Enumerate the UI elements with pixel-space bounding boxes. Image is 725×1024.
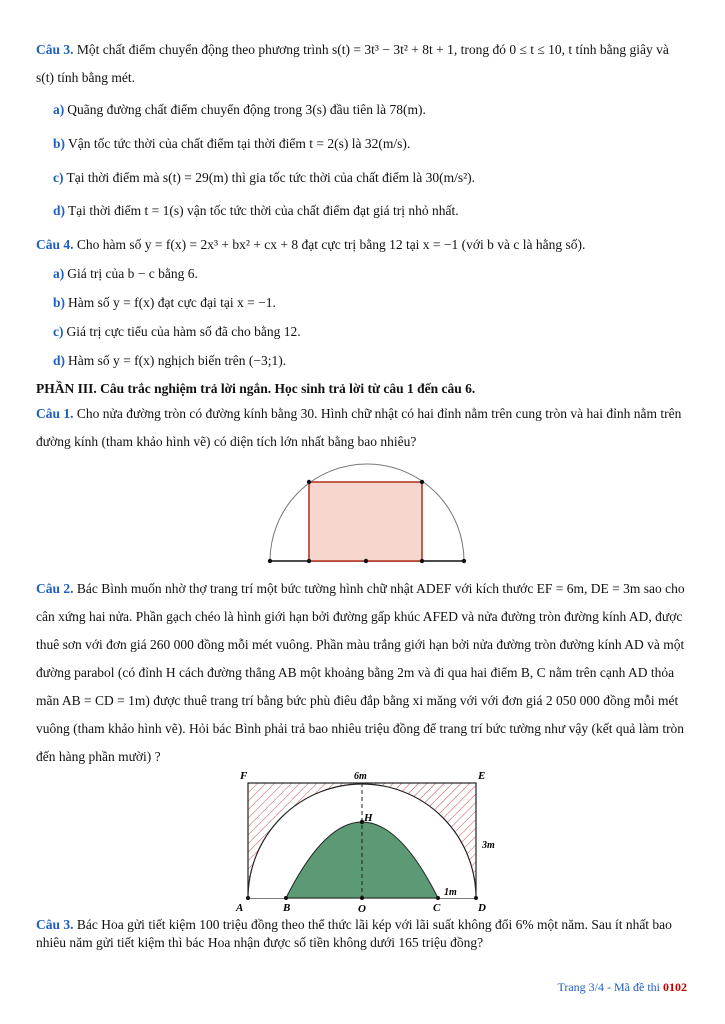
q4-option-d-label: d)	[53, 353, 66, 368]
point-b	[284, 896, 288, 900]
semicircle-rectangle-figure	[262, 462, 472, 572]
question-3	[36, 36, 688, 92]
point-d	[474, 896, 478, 900]
label-e: E	[478, 770, 486, 782]
point-left	[268, 559, 272, 563]
q4-option-c	[53, 323, 683, 341]
q3-option-c-label: c)	[53, 170, 64, 185]
q4-option-b-text: Hàm số y = f(x) đạt cực đại tại x = −1.	[68, 295, 276, 310]
label-a: A	[236, 902, 244, 914]
point-a	[246, 896, 250, 900]
q3-option-b	[53, 135, 683, 153]
point-rect-bl	[307, 559, 311, 563]
wall-decoration-figure	[232, 766, 502, 914]
point-right	[462, 559, 466, 563]
question-4-text: Cho hàm số y = f(x) = 2x³ + bx² + cx + 8 đạt cực trị bằng 12 tại x = −1 (với b và c là hằng số).	[76, 237, 586, 252]
q4-option-d	[53, 352, 683, 370]
problem-2	[36, 575, 688, 771]
page-footer	[557, 980, 687, 995]
q4-option-a-text: Giá trị của b − c bằng 6.	[67, 266, 198, 281]
label-3m: 3m	[482, 840, 495, 851]
q4-option-c-text: Giá trị cực tiểu của hàm số đã cho bằng 12.	[66, 324, 301, 339]
q4-option-b	[53, 294, 683, 312]
q3-option-b-text: Vận tốc tức thời của chất điểm tại thời điểm t = 2(s) là 32(m/s).	[68, 136, 411, 151]
q3-option-c	[53, 169, 683, 187]
problem-3-label: Câu 3.	[36, 917, 74, 932]
problem-2-text: Bác Bình muốn nhờ thợ trang trí một bức tường hình chữ nhật ADEF với kích thước EF = 6m, DE = 3m sao cho cân xứng hai nửa. Phần gạch chéo là hình giới hạn bởi đường gấp khúc AFED và nửa đường tròn đường kính AD, được thuê sơn với đơn giá 260 000 đồng mỗi mét vuông. Phần màu trắng giới hạn bởi nửa đường tròn đường kính AD và một đường parabol (có đỉnh H cách đường thẳng AB một khoảng bằng 2m và đi qua hai điểm B, C nằm trên cạnh AD thỏa mãn AB = CD = 1m) được thuê trang trí bằng bức phù điêu đắp bằng xi măng với với đơn giá 2 050 000 đồng mỗi mét vuông (tham khảo hình vẽ). Hỏi bác Bình phải trả bao nhiêu triệu đồng để trang trí bức tường như vậy (kết quả làm tròn đến hàng phần mười) ?	[36, 581, 685, 764]
point-rect-br	[420, 559, 424, 563]
label-f: F	[240, 770, 248, 782]
q3-option-d-text: Tại thời điểm t = 1(s) vận tốc tức thời của chất điểm đạt giá trị nhỏ nhất.	[68, 203, 459, 218]
problem-3-text: Bác Hoa gửi tiết kiệm 100 triệu đồng theo thể thức lãi kép với lãi suất không đổi 6% một năm. Sau ít nhất bao nhiêu năm gửi tiết kiệm thì bác Hoa nhận được số tiền không dưới 165 triệu đồng?	[36, 917, 672, 950]
q3-option-b-label: b)	[53, 136, 66, 151]
q4-option-d-text: Hàm số y = f(x) nghịch biến trên (−3;1).	[68, 353, 287, 368]
question-4	[36, 236, 688, 254]
section-3-heading: PHẦN III. Câu trắc nghiệm trả lời ngắn. Học sinh trả lời từ câu 1 đến câu 6.	[36, 381, 476, 396]
q3-option-c-text: Tại thời điểm mà s(t) = 29(m) thì gia tốc tức thời của chất điểm là 30(m/s²).	[66, 170, 476, 185]
point-rect-tl	[307, 480, 311, 484]
label-c: C	[433, 902, 441, 914]
q3-option-a	[53, 101, 683, 119]
label-b: B	[283, 902, 291, 914]
q4-option-a	[53, 265, 683, 283]
question-4-label: Câu 4.	[36, 237, 74, 252]
problem-1-label: Câu 1.	[36, 406, 74, 421]
label-6m: 6m	[354, 771, 367, 782]
label-o: O	[358, 903, 366, 914]
q4-option-b-label: b)	[53, 295, 66, 310]
point-o	[360, 896, 364, 900]
label-d: D	[478, 902, 486, 914]
q3-option-a-text: Quãng đường chất điểm chuyển động trong 3(s) đầu tiên là 78(m).	[67, 102, 426, 117]
question-3-text: Một chất điểm chuyển động theo phương trình s(t) = 3t³ − 3t² + 8t + 1, trong đó 0 ≤ t ≤ 10, t tính bằng giây và s(t) tính bằng mét.	[36, 42, 669, 85]
inscribed-rectangle	[309, 482, 422, 561]
point-c	[436, 896, 440, 900]
q4-option-c-label: c)	[53, 324, 64, 339]
problem-2-label: Câu 2.	[36, 581, 74, 596]
problem-1	[36, 400, 688, 456]
q3-option-d-label: d)	[53, 203, 66, 218]
q3-option-d	[53, 202, 683, 220]
footer-page: Trang 3/4 - Mã đề thi	[557, 980, 663, 994]
problem-3	[36, 916, 688, 952]
label-1m: 1m	[444, 887, 457, 898]
question-3-label: Câu 3.	[36, 42, 74, 57]
point-rect-tr	[420, 480, 424, 484]
point-center	[364, 559, 368, 563]
q4-option-a-label: a)	[53, 266, 65, 281]
q3-option-a-label: a)	[53, 102, 65, 117]
footer-code: 0102	[663, 980, 687, 994]
label-h: H	[364, 812, 373, 824]
problem-1-text: Cho nửa đường tròn có đường kính bằng 30. Hình chữ nhật có hai đỉnh nằm trên cung tròn và hai đỉnh nằm trên đường kính (tham khảo hình vẽ) có diện tích lớn nhất bằng bao nhiêu?	[36, 406, 682, 449]
